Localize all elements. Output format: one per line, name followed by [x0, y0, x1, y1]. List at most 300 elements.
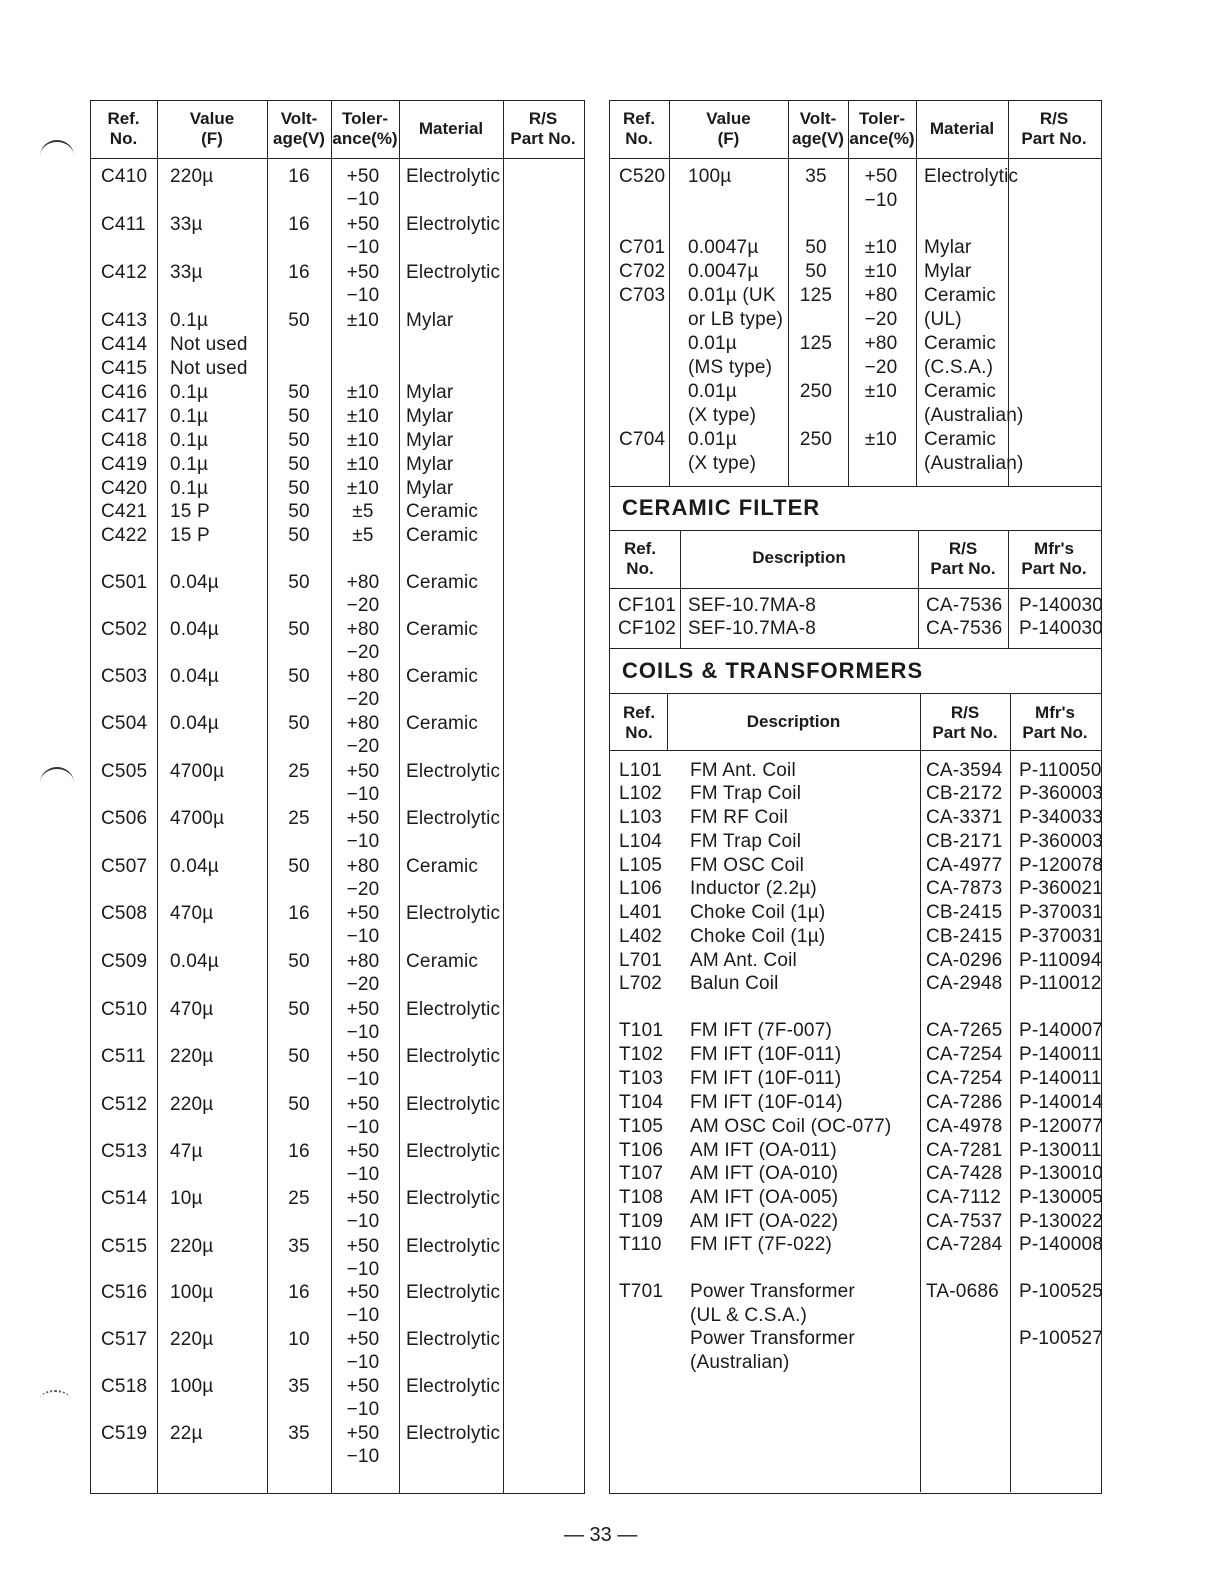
value-cell: 0.04µ: [170, 951, 219, 972]
tolerance-cell: −20: [346, 642, 380, 663]
value-cell: Not used: [170, 358, 248, 379]
coils-header-mfr-part: Mfr's Part No.: [1022, 703, 1088, 742]
ref-cell: C513: [101, 1141, 148, 1162]
description-cell: FM Ant. Coil: [690, 760, 796, 781]
right-col-divider: [669, 100, 670, 486]
value-cell: 0.04µ: [170, 666, 219, 687]
coils-header-top: [609, 693, 1102, 694]
rs-part-cell: CA-7254: [926, 1068, 1003, 1089]
tolerance-cell: ±5: [352, 501, 374, 522]
tolerance-cell: +80: [346, 951, 380, 972]
ref-cell: C519: [101, 1423, 148, 1444]
voltage-cell: 50: [288, 382, 310, 403]
material-cell: Electrolytic: [924, 166, 1019, 187]
ref-cell: C508: [101, 903, 148, 924]
left-col-divider: [331, 100, 332, 1494]
ceramic-header-bottom: [609, 588, 1102, 589]
tolerance-cell: −10: [346, 1352, 380, 1373]
ref-cell: L701: [619, 950, 663, 971]
tolerance-cell: −20: [864, 357, 898, 378]
tolerance-cell: ±10: [346, 430, 380, 451]
ceramic-header-top: [609, 530, 1102, 531]
voltage-cell: 50: [288, 999, 310, 1020]
mfr-part-cell: P-110012: [1019, 973, 1102, 994]
value-cell: 0.01µ (UK: [688, 285, 776, 306]
material-cell: Ceramic: [406, 525, 479, 546]
tolerance-cell: −20: [346, 879, 380, 900]
voltage-cell: 50: [805, 261, 827, 282]
tolerance-cell: +50: [346, 808, 380, 829]
value-cell: 22µ: [170, 1423, 203, 1444]
voltage-cell: 25: [288, 808, 310, 829]
tolerance-cell: −10: [346, 1399, 380, 1420]
coils-header-bottom: [609, 750, 1102, 751]
rs-part-cell: CB-2171: [926, 831, 1003, 852]
left-header-divider: [90, 158, 585, 159]
value-cell: 33µ: [170, 214, 203, 235]
coils-header-rs-part: R/S Part No.: [932, 703, 998, 742]
voltage-cell: 50: [288, 525, 310, 546]
mfr-part-cell: P-120078: [1019, 855, 1104, 876]
ref-cell: C509: [101, 951, 148, 972]
voltage-cell: 25: [288, 1188, 310, 1209]
value-cell: 0.1µ: [170, 454, 209, 475]
description-cell: Choke Coil (1µ): [690, 902, 826, 923]
voltage-cell: 35: [805, 166, 827, 187]
tolerance-cell: +50: [346, 1188, 380, 1209]
ref-cell: C419: [101, 454, 148, 475]
rs-part-cell: CA-4977: [926, 855, 1003, 876]
ref-cell: C412: [101, 262, 148, 283]
voltage-cell: 16: [288, 214, 310, 235]
voltage-cell: 50: [288, 406, 310, 427]
tolerance-cell: ±10: [346, 406, 380, 427]
ref-cell: C701: [619, 237, 666, 258]
tolerance-cell: −10: [346, 831, 380, 852]
description-cell: Power Transformer: [690, 1281, 855, 1302]
voltage-cell: 35: [288, 1423, 310, 1444]
ref-cell: L105: [619, 855, 663, 876]
ref-cell: C503: [101, 666, 148, 687]
header-voltage: Volt- age(V): [792, 109, 844, 148]
mfr-part-cell: P-110094: [1019, 950, 1102, 971]
rs-part-cell: CA-4978: [926, 1116, 1003, 1137]
ref-cell: T701: [619, 1281, 664, 1302]
material-cell: (Australian): [924, 405, 1024, 426]
value-cell: (X type): [688, 453, 757, 474]
tolerance-cell: +50: [346, 1141, 380, 1162]
voltage-cell: 250: [799, 381, 833, 402]
material-cell: Ceramic: [406, 951, 479, 972]
tolerance-cell: +50: [346, 1236, 380, 1257]
tolerance-cell: −10: [346, 1305, 380, 1326]
tolerance-cell: ±10: [346, 454, 380, 475]
mfr-part-cell: P-120077: [1019, 1116, 1104, 1137]
mfr-part-cell: P-130022: [1019, 1211, 1104, 1232]
voltage-cell: 16: [288, 166, 310, 187]
tolerance-cell: −10: [346, 237, 380, 258]
rs-part-cell: CB-2172: [926, 783, 1003, 804]
value-cell: 0.1µ: [170, 310, 209, 331]
tolerance-cell: +80: [864, 285, 898, 306]
description-cell: FM IFT (10F-011): [690, 1068, 842, 1089]
ref-cell: C422: [101, 525, 148, 546]
value-cell: 15 P: [170, 525, 210, 546]
ref-cell: C518: [101, 1376, 148, 1397]
tolerance-cell: +50: [346, 1329, 380, 1350]
ceramic-section-top: [609, 486, 1102, 487]
description-cell: FM Trap Coil: [690, 783, 802, 804]
rs-part-cell: CA-3594: [926, 760, 1003, 781]
ref-cell: C703: [619, 285, 666, 306]
ref-cell: C702: [619, 261, 666, 282]
tolerance-cell: −10: [346, 784, 380, 805]
tolerance-cell: ±10: [346, 310, 380, 331]
value-cell: 470µ: [170, 999, 214, 1020]
material-cell: Ceramic: [406, 713, 479, 734]
ref-cell: C507: [101, 856, 148, 877]
material-cell: Electrolytic: [406, 999, 501, 1020]
mfr-part-cell: P-140014: [1019, 1092, 1104, 1113]
ref-cell: T101: [619, 1020, 664, 1041]
material-cell: Ceramic: [924, 285, 997, 306]
binder-hole-middle: [40, 767, 74, 799]
value-cell: 0.04µ: [170, 713, 219, 734]
material-cell: Electrolytic: [406, 262, 501, 283]
material-cell: Electrolytic: [406, 1046, 501, 1067]
tolerance-cell: ±5: [352, 525, 374, 546]
header-value: Value (F): [706, 109, 751, 148]
ref-cell: L102: [619, 783, 663, 804]
header-material: Material: [929, 119, 995, 138]
mfr-part-cell: P-140030: [1019, 595, 1104, 616]
description-cell: FM RF Coil: [690, 807, 789, 828]
ref-cell: CF101: [618, 595, 677, 616]
ref-cell: C414: [101, 334, 148, 355]
ref-cell: L402: [619, 926, 663, 947]
ref-cell: C520: [619, 166, 666, 187]
tolerance-cell: +80: [346, 856, 380, 877]
tolerance-cell: −20: [346, 974, 380, 995]
description-cell: FM Trap Coil: [690, 831, 802, 852]
ref-cell: C421: [101, 501, 148, 522]
voltage-cell: 25: [288, 761, 310, 782]
ref-cell: C502: [101, 619, 148, 640]
tolerance-cell: +80: [864, 333, 898, 354]
header-voltage: Volt- age(V): [273, 109, 325, 148]
ref-cell: C415: [101, 358, 148, 379]
material-cell: (Australian): [924, 453, 1024, 474]
ref-cell: L702: [619, 973, 663, 994]
ref-cell: T109: [619, 1211, 664, 1232]
tolerance-cell: −10: [346, 1259, 380, 1280]
tolerance-cell: ±10: [346, 478, 380, 499]
voltage-cell: 35: [288, 1236, 310, 1257]
rs-part-cell: CA-7873: [926, 878, 1003, 899]
voltage-cell: 50: [288, 478, 310, 499]
ref-cell: C512: [101, 1094, 148, 1115]
description-cell: FM OSC Coil: [690, 855, 805, 876]
value-cell: 0.1µ: [170, 430, 209, 451]
tolerance-cell: −20: [346, 595, 380, 616]
left-col-divider: [503, 100, 504, 1494]
tolerance-cell: −10: [346, 1069, 380, 1090]
material-cell: Mylar: [406, 406, 454, 427]
rs-part-cell: CB-2415: [926, 902, 1003, 923]
value-cell: 4700µ: [170, 808, 225, 829]
tolerance-cell: +50: [346, 1046, 380, 1067]
tolerance-cell: ±10: [864, 237, 898, 258]
coils-section-top: [609, 648, 1102, 649]
value-cell: (MS type): [688, 357, 773, 378]
description-cell: Balun Coil: [690, 973, 779, 994]
ref-cell: C514: [101, 1188, 148, 1209]
tolerance-cell: −20: [346, 736, 380, 757]
material-cell: (UL): [924, 309, 962, 330]
tolerance-cell: −20: [346, 689, 380, 710]
value-cell: 220µ: [170, 1329, 214, 1350]
description-cell: Choke Coil (1µ): [690, 926, 826, 947]
material-cell: Mylar: [924, 261, 972, 282]
value-cell: 15 P: [170, 501, 210, 522]
tolerance-cell: ±10: [864, 429, 898, 450]
tolerance-cell: ±10: [864, 381, 898, 402]
header-rs-part: R/S Part No.: [510, 109, 576, 148]
voltage-cell: 125: [799, 333, 833, 354]
rs-part-cell: CA-7265: [926, 1020, 1003, 1041]
material-cell: Electrolytic: [406, 1094, 501, 1115]
right-col-divider: [848, 100, 849, 486]
mfr-part-cell: P-130011: [1019, 1140, 1102, 1161]
ref-cell: C506: [101, 808, 148, 829]
mfr-part-cell: P-140007: [1019, 1020, 1104, 1041]
material-cell: Electrolytic: [406, 1376, 501, 1397]
tolerance-cell: −10: [346, 189, 380, 210]
coils-col-divider: [920, 693, 921, 1492]
mfr-part-cell: P-360021: [1019, 878, 1104, 899]
ceramic-header-ref: Ref. No.: [623, 539, 657, 578]
tolerance-cell: +50: [346, 761, 380, 782]
ref-cell: C504: [101, 713, 148, 734]
description-cell: SEF-10.7MA-8: [688, 595, 817, 616]
material-cell: Ceramic: [924, 381, 997, 402]
rs-part-cell: CA-0296: [926, 950, 1003, 971]
right-col-divider: [916, 100, 917, 486]
ref-cell: C517: [101, 1329, 148, 1350]
voltage-cell: 16: [288, 262, 310, 283]
material-cell: Mylar: [406, 454, 454, 475]
tolerance-cell: +50: [864, 166, 898, 187]
material-cell: Ceramic: [924, 333, 997, 354]
material-cell: Mylar: [406, 382, 454, 403]
value-cell: 220µ: [170, 1094, 214, 1115]
ref-cell: C416: [101, 382, 148, 403]
material-cell: (C.S.A.): [924, 357, 994, 378]
rs-part-cell: CA-7286: [926, 1092, 1003, 1113]
material-cell: Electrolytic: [406, 1282, 501, 1303]
tolerance-cell: −10: [346, 1164, 380, 1185]
value-cell: 0.1µ: [170, 478, 209, 499]
rs-part-cell: CA-3371: [926, 807, 1003, 828]
mfr-part-cell: P-360003: [1019, 831, 1104, 852]
tolerance-cell: +50: [346, 1376, 380, 1397]
description-cell: SEF-10.7MA-8: [688, 618, 817, 639]
material-cell: Electrolytic: [406, 214, 501, 235]
description-cell: (Australian): [690, 1352, 790, 1373]
rs-part-cell: CA-2948: [926, 973, 1003, 994]
value-cell: 0.0047µ: [688, 261, 759, 282]
header-ref: Ref. No.: [107, 109, 140, 148]
material-cell: Mylar: [406, 478, 454, 499]
ref-cell: T104: [619, 1092, 664, 1113]
ref-cell: L106: [619, 878, 663, 899]
ref-cell: C410: [101, 166, 148, 187]
mfr-part-cell: P-100527: [1019, 1328, 1104, 1349]
mfr-part-cell: P-100525: [1019, 1281, 1104, 1302]
ceramic-header-mfr-part: Mfr's Part No.: [1021, 539, 1087, 578]
tolerance-cell: +50: [346, 166, 380, 187]
value-cell: or LB type): [688, 309, 784, 330]
ref-cell: C413: [101, 310, 148, 331]
ref-cell: C417: [101, 406, 148, 427]
tolerance-cell: +50: [346, 999, 380, 1020]
voltage-cell: 50: [805, 237, 827, 258]
rs-part-cell: CA-7284: [926, 1234, 1003, 1255]
coils-header-description: Description: [746, 712, 841, 731]
page-number: — 33 —: [564, 1524, 638, 1546]
mfr-part-cell: P-140011: [1019, 1044, 1102, 1065]
tolerance-cell: −10: [346, 1446, 380, 1467]
left-col-divider: [157, 100, 158, 1494]
header-value: Value (F): [189, 109, 235, 148]
ref-cell: C515: [101, 1236, 148, 1257]
description-cell: Inductor (2.2µ): [690, 878, 817, 899]
value-cell: 0.04µ: [170, 572, 219, 593]
voltage-cell: 50: [288, 1094, 310, 1115]
rs-part-cell: CA-7536: [926, 618, 1003, 639]
material-cell: Mylar: [406, 310, 454, 331]
ref-cell: CF102: [618, 618, 677, 639]
value-cell: 220µ: [170, 1046, 214, 1067]
value-cell: 4700µ: [170, 761, 225, 782]
voltage-cell: 16: [288, 1282, 310, 1303]
ref-cell: T110: [619, 1234, 662, 1255]
ref-cell: C420: [101, 478, 148, 499]
mfr-part-cell: P-140008: [1019, 1234, 1104, 1255]
ref-cell: C510: [101, 999, 148, 1020]
description-cell: AM Ant. Coil: [690, 950, 797, 971]
value-cell: (X type): [688, 405, 757, 426]
description-cell: Power Transformer: [690, 1328, 855, 1349]
tolerance-cell: −10: [346, 926, 380, 947]
tolerance-cell: +50: [346, 1282, 380, 1303]
value-cell: 0.01µ: [688, 333, 737, 354]
voltage-cell: 50: [288, 310, 310, 331]
voltage-cell: 16: [288, 903, 310, 924]
value-cell: 0.04µ: [170, 619, 219, 640]
voltage-cell: 50: [288, 666, 310, 687]
tolerance-cell: −10: [346, 1211, 380, 1232]
voltage-cell: 50: [288, 856, 310, 877]
mfr-part-cell: P-370031: [1019, 926, 1104, 947]
value-cell: 0.1µ: [170, 382, 209, 403]
material-cell: Mylar: [924, 237, 972, 258]
description-cell: AM IFT (OA-005): [690, 1187, 839, 1208]
description-cell: FM IFT (10F-011): [690, 1044, 842, 1065]
ref-cell: C704: [619, 429, 666, 450]
value-cell: 10µ: [170, 1188, 203, 1209]
ref-cell: T106: [619, 1140, 664, 1161]
voltage-cell: 16: [288, 1141, 310, 1162]
description-cell: FM IFT (7F-007): [690, 1020, 832, 1041]
voltage-cell: 50: [288, 572, 310, 593]
ceramic-header-rs-part: R/S Part No.: [930, 539, 996, 578]
value-cell: 470µ: [170, 903, 214, 924]
value-cell: 100µ: [170, 1282, 214, 1303]
material-cell: Electrolytic: [406, 1188, 501, 1209]
material-cell: Ceramic: [924, 429, 997, 450]
voltage-cell: 50: [288, 951, 310, 972]
coils-header-ref: Ref. No.: [622, 703, 656, 742]
ref-cell: C505: [101, 761, 148, 782]
mfr-part-cell: P-130005: [1019, 1187, 1104, 1208]
tolerance-cell: +50: [346, 214, 380, 235]
tolerance-cell: −10: [864, 190, 898, 211]
value-cell: 220µ: [170, 166, 214, 187]
binder-hole-top: [40, 140, 74, 172]
mfr-part-cell: P-110050: [1019, 760, 1102, 781]
mfr-part-cell: P-140030: [1019, 618, 1104, 639]
rs-part-cell: CA-7428: [926, 1163, 1003, 1184]
ref-cell: T103: [619, 1068, 664, 1089]
tolerance-cell: +80: [346, 619, 380, 640]
header-ref: Ref. No.: [622, 109, 656, 148]
ref-cell: C418: [101, 430, 148, 451]
tolerance-cell: ±10: [346, 382, 380, 403]
tolerance-cell: +80: [346, 666, 380, 687]
ref-cell: L104: [619, 831, 663, 852]
tolerance-cell: +50: [346, 903, 380, 924]
binder-hole-bottom: [40, 1390, 70, 1408]
value-cell: 0.01µ: [688, 429, 737, 450]
header-material: Material: [418, 119, 484, 138]
rs-part-cell: TA-0686: [926, 1281, 999, 1302]
ref-cell: T102: [619, 1044, 664, 1065]
header-tolerance: Toler- ance(%): [849, 109, 915, 148]
tolerance-cell: −10: [346, 1022, 380, 1043]
tolerance-cell: −10: [346, 285, 380, 306]
material-cell: Electrolytic: [406, 808, 501, 829]
rs-part-cell: CA-7112: [926, 1187, 1001, 1208]
ceramic-header-description: Description: [752, 548, 846, 567]
material-cell: Ceramic: [406, 666, 479, 687]
rs-part-cell: CB-2415: [926, 926, 1003, 947]
description-cell: AM IFT (OA-010): [690, 1163, 839, 1184]
voltage-cell: 50: [288, 430, 310, 451]
material-cell: Electrolytic: [406, 166, 501, 187]
description-cell: (UL & C.S.A.): [690, 1305, 807, 1326]
rs-part-cell: CA-7254: [926, 1044, 1003, 1065]
material-cell: Electrolytic: [406, 1423, 501, 1444]
description-cell: AM IFT (OA-022): [690, 1211, 839, 1232]
ref-cell: C411: [101, 214, 146, 235]
voltage-cell: 50: [288, 713, 310, 734]
mfr-part-cell: P-360003: [1019, 783, 1104, 804]
voltage-cell: 50: [288, 619, 310, 640]
description-cell: FM IFT (10F-014): [690, 1092, 843, 1113]
value-cell: 220µ: [170, 1236, 214, 1257]
mfr-part-cell: P-370031: [1019, 902, 1104, 923]
